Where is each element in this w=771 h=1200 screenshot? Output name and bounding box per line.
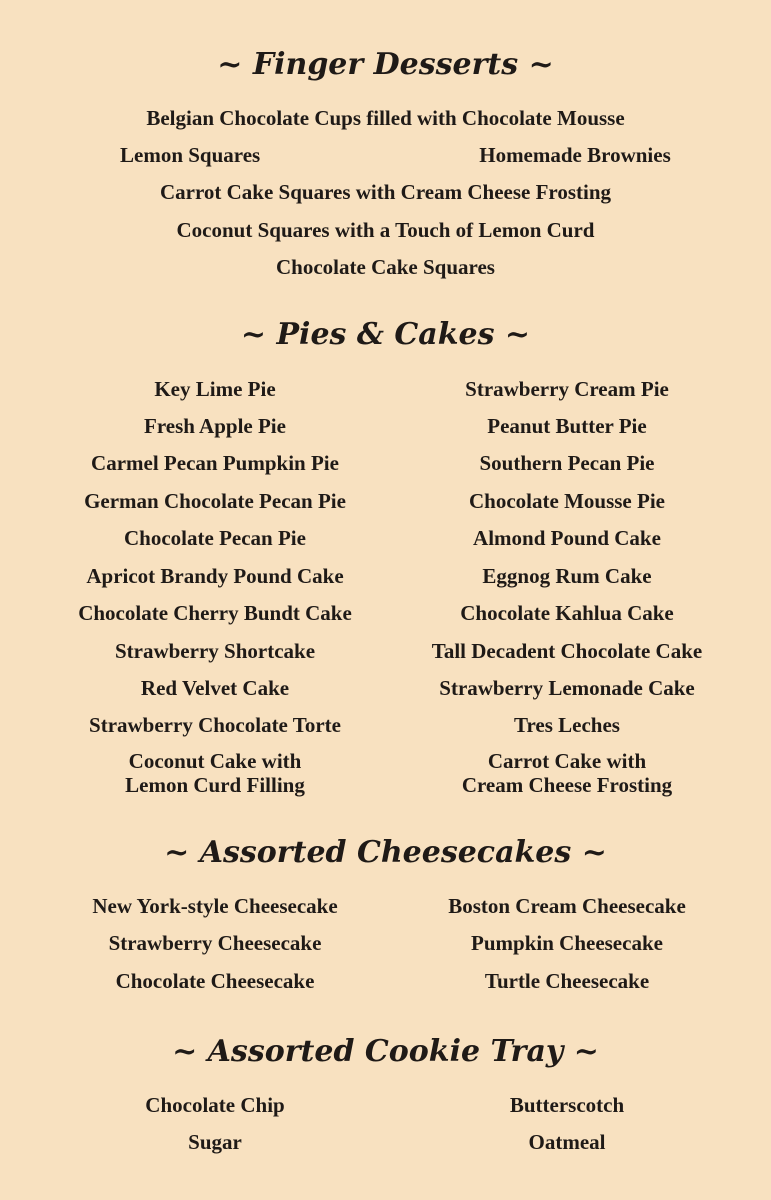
- section-title-pies-cakes: ~ Pies & Cakes ~: [240, 317, 531, 352]
- menu-item: Strawberry Chocolate Torte: [89, 713, 341, 737]
- menu-item: Chocolate Cake Squares: [276, 255, 495, 279]
- menu-item: Coconut Cake with Lemon Curd Filling: [125, 749, 305, 797]
- menu-item: Lemon Squares: [120, 143, 261, 167]
- menu-item: Chocolate Chip: [145, 1093, 285, 1117]
- menu-item: Belgian Chocolate Cups filled with Chocolate Mousse: [146, 106, 625, 130]
- menu-item: Turtle Cheesecake: [484, 969, 650, 993]
- menu-item: Strawberry Shortcake: [114, 639, 316, 663]
- menu-item: Key Lime Pie: [154, 377, 276, 401]
- menu-item: Tres Leches: [514, 713, 620, 737]
- menu-item: Red Velvet Cake: [140, 676, 290, 700]
- menu-item: German Chocolate Pecan Pie: [84, 489, 346, 513]
- menu-item: Oatmeal: [528, 1130, 606, 1154]
- menu-item: Chocolate Pecan Pie: [124, 526, 306, 550]
- menu-item: Carrot Cake with Cream Cheese Frosting: [461, 749, 673, 797]
- menu-item: Chocolate Cheesecake: [115, 969, 315, 993]
- section-title-cheesecakes: ~ Assorted Cheesecakes ~: [164, 835, 607, 870]
- menu-item: Chocolate Kahlua Cake: [460, 601, 674, 625]
- menu-item: Coconut Squares with a Touch of Lemon Curd: [176, 218, 595, 242]
- menu-item: Boston Cream Cheesecake: [448, 894, 686, 918]
- menu-item: Butterscotch: [509, 1093, 625, 1117]
- menu-item: Chocolate Mousse Pie: [469, 489, 665, 513]
- menu-item: Pumpkin Cheesecake: [471, 931, 663, 955]
- menu-item: Apricot Brandy Pound Cake: [86, 564, 344, 588]
- menu-item: New York-style Cheesecake: [92, 894, 338, 918]
- menu-item: Carrot Cake Squares with Cream Cheese Frosting: [159, 180, 612, 204]
- menu-item: Southern Pecan Pie: [479, 451, 655, 475]
- menu-item: Sugar: [188, 1130, 242, 1154]
- menu-item: Carmel Pecan Pumpkin Pie: [91, 451, 339, 475]
- section-title-finger-desserts: ~ Finger Desserts ~: [217, 47, 554, 82]
- menu-item: Tall Decadent Chocolate Cake: [431, 639, 703, 663]
- menu-item: Strawberry Cream Pie: [465, 377, 669, 401]
- menu-item: Strawberry Cheesecake: [108, 931, 322, 955]
- menu-item: Strawberry Lemonade Cake: [439, 676, 695, 700]
- menu-item: Almond Pound Cake: [473, 526, 661, 550]
- menu-item: Chocolate Cherry Bundt Cake: [78, 601, 352, 625]
- menu-item: Homemade Brownies: [479, 143, 671, 167]
- menu-item: Peanut Butter Pie: [487, 414, 647, 438]
- menu-item: Fresh Apple Pie: [144, 414, 286, 438]
- menu-item: Eggnog Rum Cake: [482, 564, 652, 588]
- section-title-cookie-tray: ~ Assorted Cookie Tray ~: [172, 1034, 599, 1069]
